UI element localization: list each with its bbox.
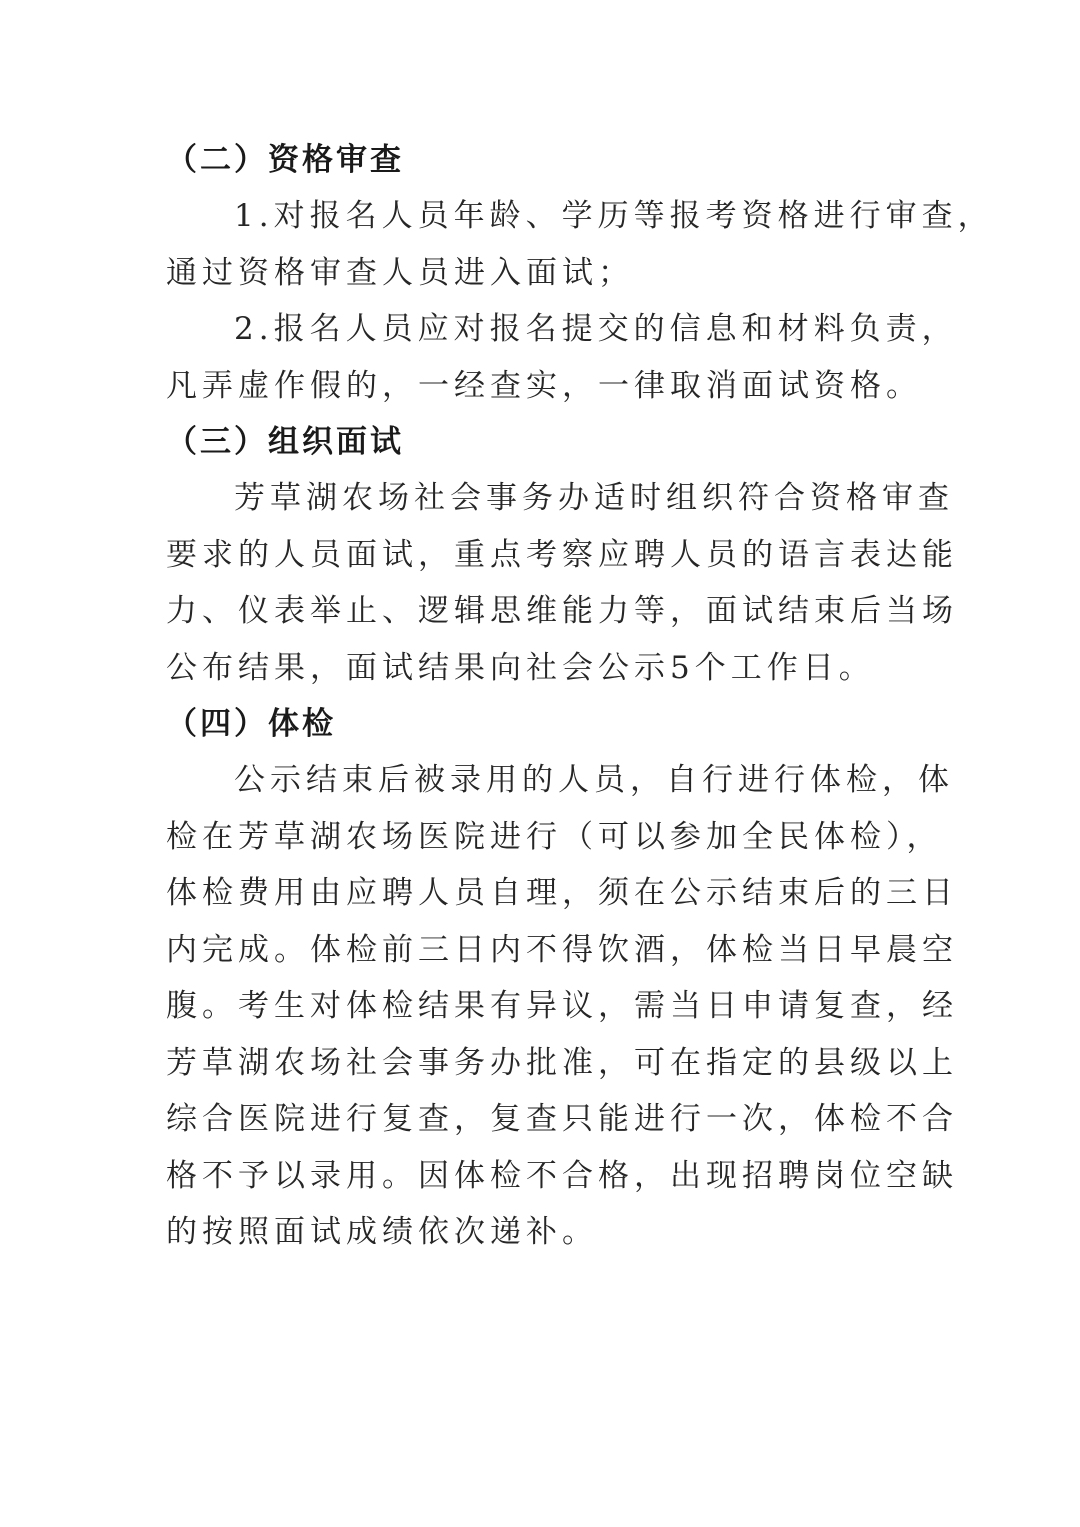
section-heading-interview: （三）组织面试 [166,424,404,460]
paragraph-qualification-2 [166,301,958,414]
text-line: 凡弄虚作假的，一经查实，一律取消面试资格。 [166,367,922,404]
text-line: 腹。考生对体检结果有异议，需当日申请复查，经 [166,988,958,1024]
text-line: 通过资格审查人员进入面试； [166,254,634,291]
text-line: 要求的人员面试，重点考察应聘人员的语言表达能 [166,536,958,573]
text-line: 格不予以录用。因体检不合格，出现招聘岗位空缺 [166,1157,958,1194]
text-line: 2.报名人员应对报名提交的信息和材料负责， [234,311,958,347]
paragraph-interview [166,470,958,696]
text-line: 芳草湖农场社会事务办适时组织符合资格审查 [234,480,954,516]
text-line: 综合医院进行复查，复查只能进行一次，体检不合 [166,1101,958,1137]
text-line: 1.对报名人员年龄、学历等报考资格进行审查， [234,198,994,234]
text-line: 公示结束后被录用的人员，自行进行体检，体 [234,762,954,798]
text-line: 芳草湖农场社会事务办批准，可在指定的县级以上 [166,1044,958,1081]
text-line: 公布结果，面试结果向社会公示5个工作日。 [166,649,875,686]
section-heading-physical-exam: （四）体检 [166,706,336,742]
document-body [166,132,994,1261]
text-line: 内完成。体检前三日内不得饮酒，体检当日早晨空 [166,931,958,968]
text-line: 力、仪表举止、逻辑思维能力等，面试结束后当场 [166,593,958,629]
section-heading-qualification-review: （二）资格审查 [166,142,404,178]
text-line: 检在芳草湖农场医院进行（可以参加全民体检）， [166,818,943,855]
paragraph-physical-exam [166,752,958,1261]
text-line: 的按照面试成绩依次递补。 [166,1214,598,1250]
text-line: 体检费用由应聘人员自理，须在公示结束后的三日 [166,875,958,911]
paragraph-qualification-1 [166,188,994,301]
